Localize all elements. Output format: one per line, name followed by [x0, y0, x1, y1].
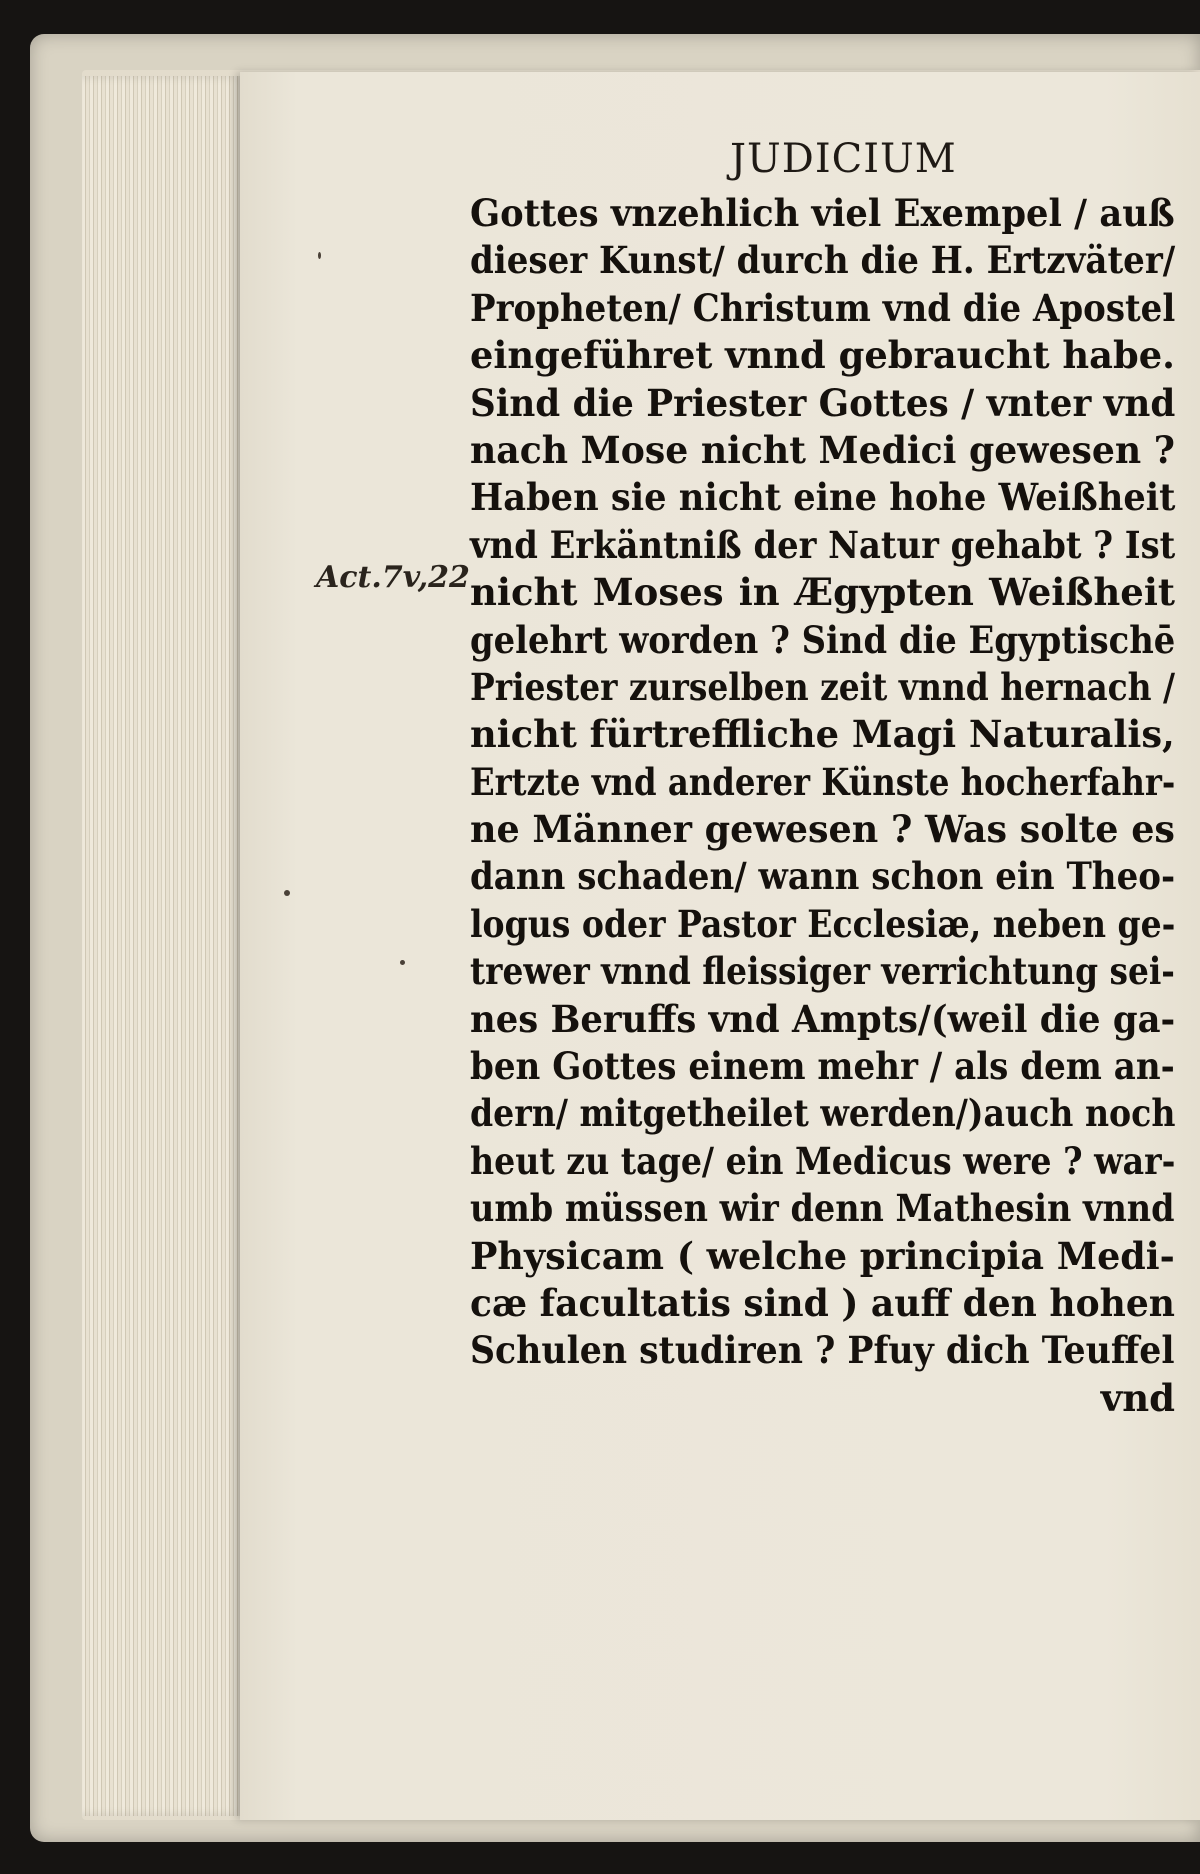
- catchword: vnd: [1100, 1375, 1175, 1420]
- ink-speck: [284, 890, 290, 896]
- text-line: dann schaden/ wann schon ein Theo-: [470, 854, 1176, 899]
- text-line: cæ facultatis sind ) auff den hohen: [470, 1280, 1175, 1325]
- text-line: ne Männer gewesen ? Was solte es: [470, 807, 1175, 852]
- ink-speck: [318, 252, 321, 259]
- ink-speck: [400, 960, 405, 965]
- text-line: logus oder Pastor Ecclesiæ, neben ge-: [470, 901, 1176, 946]
- text-line: Schulen studiren ? Pfuy dich Teuffel: [470, 1328, 1175, 1373]
- text-line: vnd Erkäntniß der Natur gehabt ? Ist: [470, 522, 1176, 567]
- text-line: Physicam ( welche principia Medi-: [470, 1233, 1175, 1278]
- text-line: heut zu tage/ ein Medicus were ? war-: [470, 1138, 1176, 1183]
- text-line: dieser Kunst/ durch die H. Ertzväter/: [470, 238, 1176, 283]
- text-line: Propheten/ Christum vnd die Apostel: [470, 285, 1176, 330]
- text-line: Priester zurselben zeit vnnd hernach /: [470, 664, 1176, 709]
- text-line: Haben sie nicht eine hohe Weißheit: [470, 475, 1176, 520]
- text-line: gelehrt worden ? Sind die Egyptischē: [470, 617, 1176, 662]
- text-line: eingeführet vnnd gebraucht habe.: [470, 333, 1175, 378]
- text-line: Ertzte vnd anderer Künste hocherfahr-: [470, 759, 1176, 804]
- text-line: umb müssen wir denn Mathesin vnnd: [470, 1186, 1175, 1231]
- text-line: nes Beruffs vnd Ampts/(weil die ga-: [470, 996, 1176, 1041]
- text-line: Gottes vnzehlich viel Exempel / auß: [470, 191, 1175, 235]
- text-line: trewer vnnd fleissiger verrichtung sei-: [470, 949, 1175, 994]
- text-line: nicht fürtreffliche Magi Naturalis,: [470, 712, 1175, 757]
- text-line: Sind die Priester Gottes / vnter vnd: [470, 380, 1176, 425]
- text-line: ben Gottes einem mehr / als dem an-: [470, 1044, 1175, 1089]
- text-line: nach Mose nicht Medici gewesen ?: [470, 427, 1175, 472]
- margin-note: Act.7v,22: [316, 560, 470, 595]
- text-line: dern/ mitgetheilet werden/)auch noch: [470, 1091, 1176, 1136]
- body-text: [470, 190, 1175, 1422]
- text-line: nicht Moses in Ægypten Weißheit: [470, 570, 1175, 615]
- page-fore-edge: [82, 76, 242, 1816]
- running-header: JUDICIUM: [730, 136, 957, 182]
